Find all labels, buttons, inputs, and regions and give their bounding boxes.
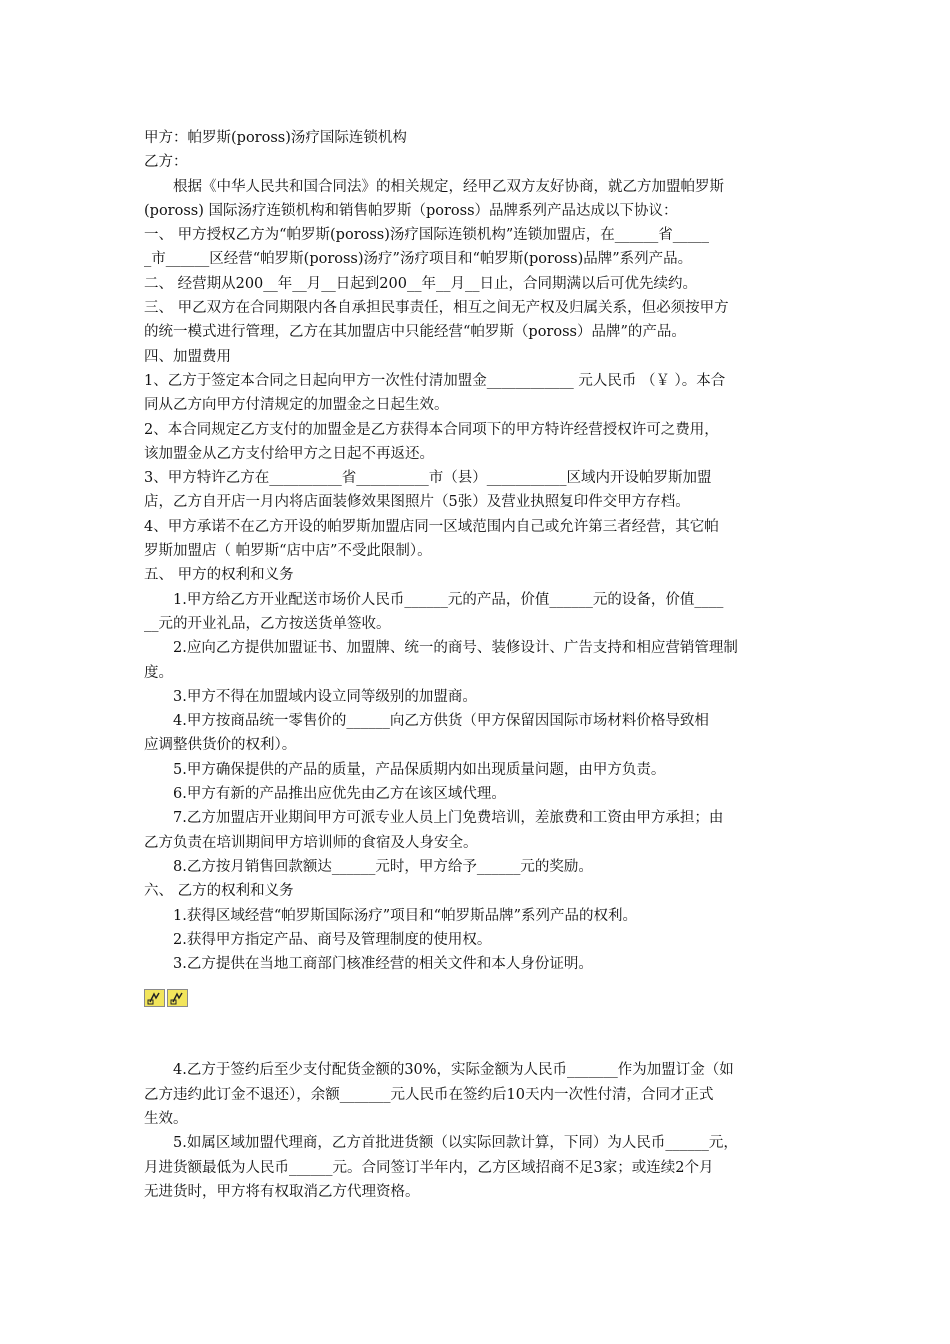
section-6-heading: 六、 乙方的权利和义务 [144,883,294,900]
party-b-right-4-line-1: 4.乙方于签约后至少支付配货金额的30%，实际金额为人民币_______作为加盟订金（如 [173,1062,734,1079]
document-link-icon[interactable] [144,989,165,1007]
party-a-duty-7-line-2: 乙方负责在培训期间甲方培训师的食宿及人身安全。 [144,834,478,851]
section-4-heading: 四、加盟费用 [144,348,231,365]
party-a-duty-1-line-2: __元的开业礼品，乙方按送货单签收。 [144,615,391,632]
contract-body-part1 [144,126,812,976]
party-a-line: 甲方：帕罗斯(poross)汤疗国际连锁机构 [144,130,407,146]
party-b-right-5-line-1: 5.如属区域加盟代理商，乙方首批进货额（以实际回款计算，下同）为人民币______元， [173,1135,738,1152]
contract-body-part2 [144,1058,812,1204]
document-link-icon-svg [170,991,185,1005]
clause-1-line-2: _市______区经营“帕罗斯(poross)汤疗”汤疗项目和“帕罗斯(poross)品牌”系列产品。 [144,251,693,268]
party-a-duty-6: 6.甲方有新的产品推出应优先由乙方在该区域代理。 [173,786,506,803]
fee-4-line-1: 4、甲方承诺不在乙方开设的帕罗斯加盟店同一区域范围内自己或允许第三者经营，其它帕 [144,518,719,535]
fee-3-line-1: 3、甲方特许乙方在__________省__________市（县）___________区域内开设帕罗斯加盟 [144,470,712,487]
clause-1-line-1: 一、 甲方授权乙方为“帕罗斯(poross)汤疗国际连锁机构”连锁加盟店，在______省_____ [144,227,710,244]
party-b-right-1: 1.获得区域经营“帕罗斯国际汤疗”项目和“帕罗斯品牌”系列产品的权利。 [173,907,637,924]
party-b-right-4-line-2: 乙方违约此订金不退还），余额_______元人民币在签约后10天内一次性付清，合同才正式 [144,1086,714,1103]
party-a-duty-7-line-1: 7.乙方加盟店开业期间甲方可派专业人员上门免费培训，差旅费和工资由甲方承担；由 [173,810,724,827]
party-b-right-5-line-3: 无进货时，甲方将有权取消乙方代理资格。 [144,1183,420,1200]
contract-document [144,126,812,1204]
party-a-duty-4-line-2: 应调整供货价的权利）。 [144,737,297,754]
party-a-duty-2-line-1: 2.应向乙方提供加盟证书、加盟牌、统一的商号、装修设计、广告支持和相应营销管理制 [173,640,738,657]
fee-4-line-2: 罗斯加盟店（ 帕罗斯“店中店”不受此限制）。 [144,543,432,560]
preamble-line-2: (poross) 国际汤疗连锁机构和销售帕罗斯（poross）品牌系列产品达成以下协议： [144,202,678,219]
party-a-duty-8: 8.乙方按月销售回款额达______元时，甲方给予______元的奖励。 [173,858,593,875]
party-b-right-3: 3.乙方提供在当地工商部门核准经营的相关文件和本人身份证明。 [173,956,593,973]
clause-2-line: 二、 经营期从200__年__月__日起到200__年__月__日止，合同期满以后可优先续约。 [144,275,697,292]
fee-2-line-2: 该加盟金从乙方支付给甲方之日起不再返还。 [144,445,434,462]
party-b-right-5-line-2: 月进货额最低为人民币______元。合同签订半年内，乙方区域招商不足3家；或连续2个月 [144,1159,714,1176]
document-link-icon[interactable] [167,989,188,1007]
fee-2-line-1: 2、本合同规定乙方支付的加盟金是乙方获得本合同项下的甲方特许经营授权许可之费用， [144,421,719,438]
fee-1-line-1: 1、乙方于签定本合同之日起向甲方一次性付清加盟金____________ 元人民币 （￥ ）。本合 [144,372,726,389]
clause-3-line-1: 三、 甲乙双方在合同期限内各自承担民事责任，相互之间无产权及归属关系，但必须按甲方 [144,300,729,317]
party-b-right-2: 2.获得甲方指定产品、商号及管理制度的使用权。 [173,931,492,948]
party-a-duty-2-line-2: 度。 [144,664,173,681]
party-b-line: 乙方： [144,154,188,171]
party-b-right-4-line-3: 生效。 [144,1110,188,1127]
party-a-duty-5: 5.甲方确保提供的产品的质量，产品保质期内如出现质量问题，由甲方负责。 [173,761,666,778]
fee-3-line-2: 店，乙方自开店一月内将店面装修效果图照片（5张）及营业执照复印件交甲方存档。 [144,494,690,511]
party-a-duty-1-line-1: 1.甲方给乙方开业配送市场价人民币______元的产品，价值______元的设备，价值____ [173,591,724,608]
clause-3-line-2: 的统一模式进行管理，乙方在其加盟店中只能经营“帕罗斯（poross）品牌”的产品。 [144,324,686,341]
party-a-duty-3: 3.甲方不得在加盟域内设立同等级别的加盟商。 [173,688,477,705]
fee-1-line-2: 同从乙方向甲方付清规定的加盟金之日起生效。 [144,397,449,414]
preamble-line-1: 根据《中华人民共和国合同法》的相关规定，经甲乙双方友好协商，就乙方加盟帕罗斯 [173,178,724,195]
document-link-icon-svg [147,991,162,1005]
embedded-icons [144,986,812,1010]
party-a-duty-4-line-1: 4.甲方按商品统一零售价的______向乙方供货（甲方保留因国际市场材料价格导致相 [173,713,709,730]
section-5-heading: 五、 甲方的权利和义务 [144,567,294,584]
